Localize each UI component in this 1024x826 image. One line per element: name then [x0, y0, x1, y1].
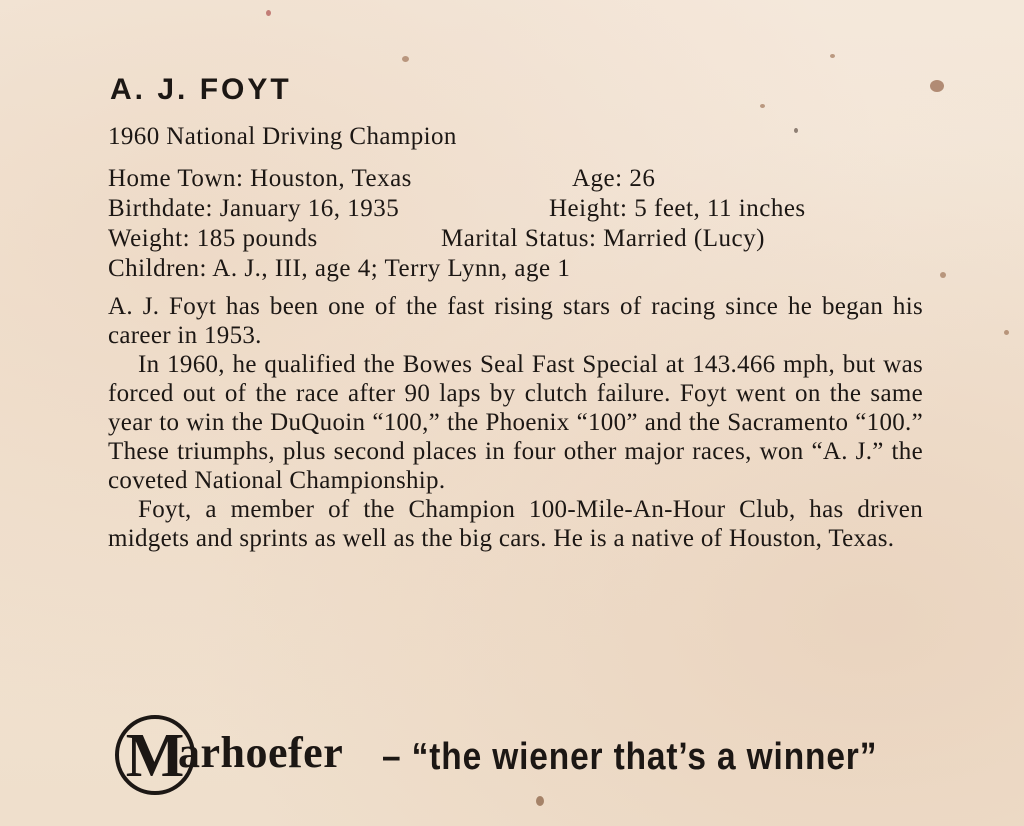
- stain-speck: [266, 10, 271, 16]
- card-subtitle: 1960 National Driving Champion: [108, 123, 457, 150]
- stain-speck: [830, 54, 835, 58]
- biography: [108, 292, 923, 553]
- bio-paragraph: In 1960, he qualified the Bowes Seal Fast Special at 143.466 mph, but was forced out of the race after 90 laps by clutch failure. Foyt went on the same year to win the DuQuoin “100,” the Phoenix “100” and the Sacramento “100.” These triumphs, plus second places in four other major races, won “A. J.” the coveted National Championship.: [108, 351, 923, 494]
- ad-slogan: – “the wiener that’s a winner”: [382, 736, 878, 778]
- brand-name: arhoefer: [178, 728, 344, 777]
- facts-block: [108, 164, 806, 284]
- stain-speck: [930, 80, 944, 92]
- fact-marital-status: Marital Status: Married (Lucy): [441, 225, 765, 252]
- stain-speck: [760, 104, 765, 108]
- sponsor-ad: [114, 712, 914, 802]
- fact-hometown: Home Town: Houston, Texas: [108, 165, 412, 192]
- fact-height: Height: 5 feet, 11 inches: [549, 195, 806, 222]
- stain-speck: [1004, 330, 1009, 335]
- fact-children: Children: A. J., III, age 4; Terry Lynn, age 1: [108, 255, 571, 282]
- fact-row: [108, 254, 570, 284]
- card-title: A. J. FOYT: [110, 73, 292, 106]
- logo-letter: M: [125, 722, 185, 790]
- fact-row: [108, 224, 765, 254]
- fact-row: [108, 194, 806, 224]
- fact-weight: Weight: 185 pounds: [108, 225, 318, 252]
- fact-row: [108, 164, 656, 194]
- fact-birthdate: Birthdate: January 16, 1935: [108, 195, 400, 222]
- bio-paragraph: A. J. Foyt has been one of the fast rising stars of racing since he began his career in 1953.: [108, 293, 923, 349]
- fact-age: Age: 26: [572, 165, 656, 192]
- stain-speck: [402, 56, 409, 62]
- bio-paragraph: Foyt, a member of the Champion 100-Mile-An-Hour Club, has driven midgets and sprints as well as the big cars. He is a native of Houston, Texas.: [108, 496, 923, 552]
- stain-speck: [940, 272, 946, 278]
- stain-speck: [794, 128, 798, 133]
